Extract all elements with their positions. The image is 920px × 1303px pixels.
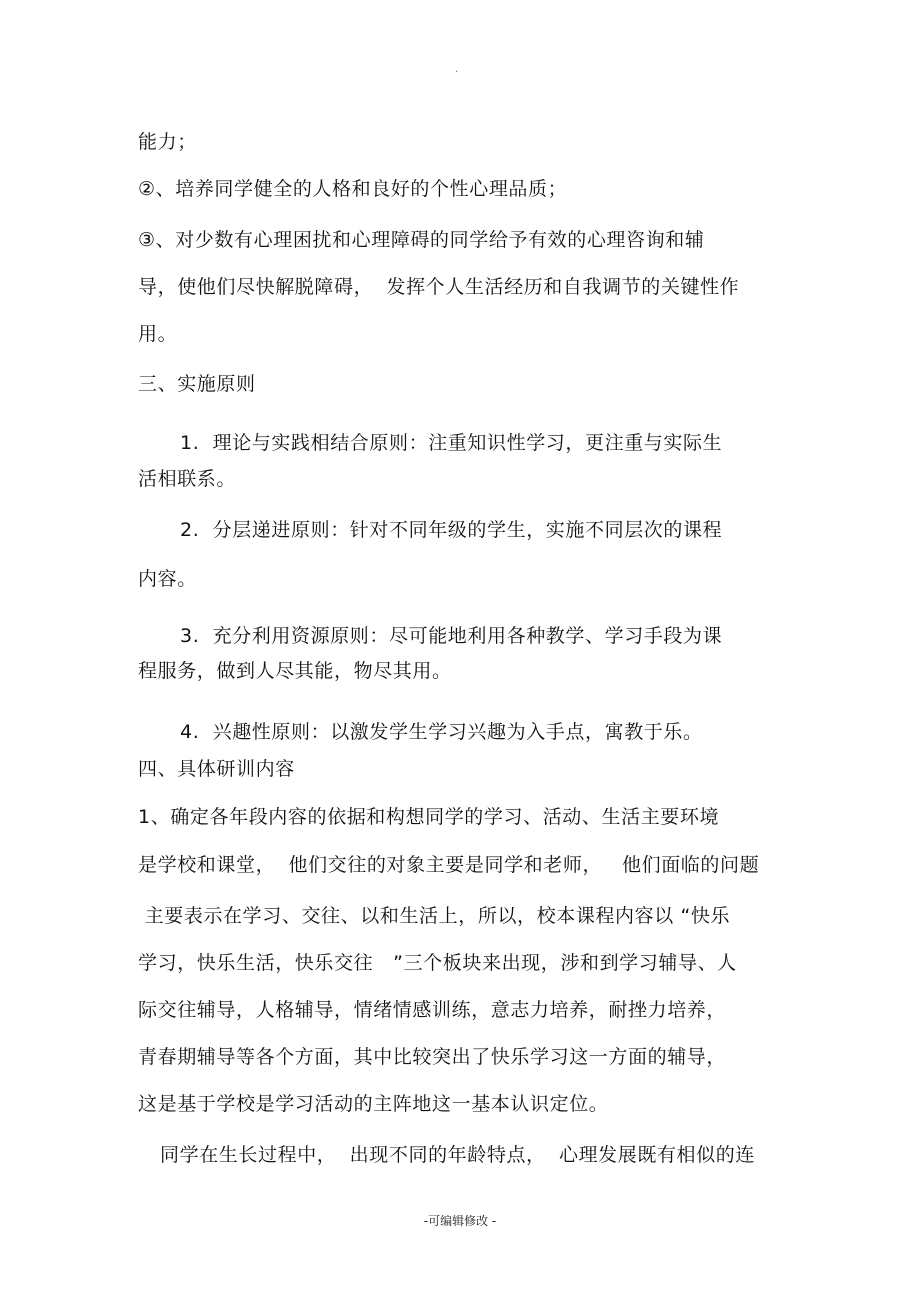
text-line: 际交往辅导，人格辅导，情绪情感训练，意志力培养，耐挫力培养，	[138, 999, 727, 1021]
section-heading: 四、具体研训内容	[138, 758, 295, 780]
text-line: 能力；	[138, 131, 197, 153]
page-footer: -可编辑修改 -	[423, 1214, 497, 1228]
text-line: 主要表示在学习、交往、以和生活上，所以，校本课程内容以 “快乐	[138, 905, 731, 927]
text-line: 3. 充分利用资源原则：尽可能地利用各种教学、学习手段为课	[180, 625, 723, 647]
text-line: 导，使他们尽快解脱障碍， 发挥个人生活经历和自我调节的关键性作	[138, 276, 740, 298]
text-line: 程服务，做到人尽其能，物尽其用。	[138, 660, 452, 682]
text-line: 2. 分层递进原则：针对不同年级的学生，实施不同层次的课程	[180, 519, 723, 541]
section-heading: 三、实施原则	[138, 373, 256, 395]
text-line: 青春期辅导等各个方面，其中比较突出了快乐学习这一方面的辅导，	[138, 1046, 727, 1068]
text-line: 1、确定各年段内容的依据和构想同学的学习、活动、生活主要环境	[138, 806, 720, 828]
text-line: 1. 理论与实践相结合原则：注重知识性学习，更注重与实际生	[180, 432, 723, 454]
text-line: 是学校和课堂， 他们交往的对象主要是同学和老师， 他们面临的问题	[138, 854, 760, 876]
text-line: 学习，快乐生活，快乐交往 ”三个板块来出现，涉和到学习辅导、人	[138, 952, 737, 974]
text-line: 这是基于学校是学习活动的主阵地这一基本认识定位。	[138, 1093, 609, 1115]
text-line: 4. 兴趣性原则：以激发学生学习兴趣为入手点，寓教于乐。	[180, 721, 703, 743]
text-line: 用。	[138, 323, 178, 345]
text-line: 同学在生长过程中， 出现不同的年龄特点， 心理发展既有相似的连	[160, 1144, 755, 1166]
header-dot: .	[455, 64, 459, 75]
text-line: ③、对少数有心理困扰和心理障碍的同学给予有效的心理咨询和辅	[138, 229, 705, 251]
text-line: 活相联系。	[138, 468, 237, 490]
text-line: 内容。	[138, 568, 197, 590]
text-line: ②、培养同学健全的人格和良好的个性心理品质；	[138, 178, 568, 200]
